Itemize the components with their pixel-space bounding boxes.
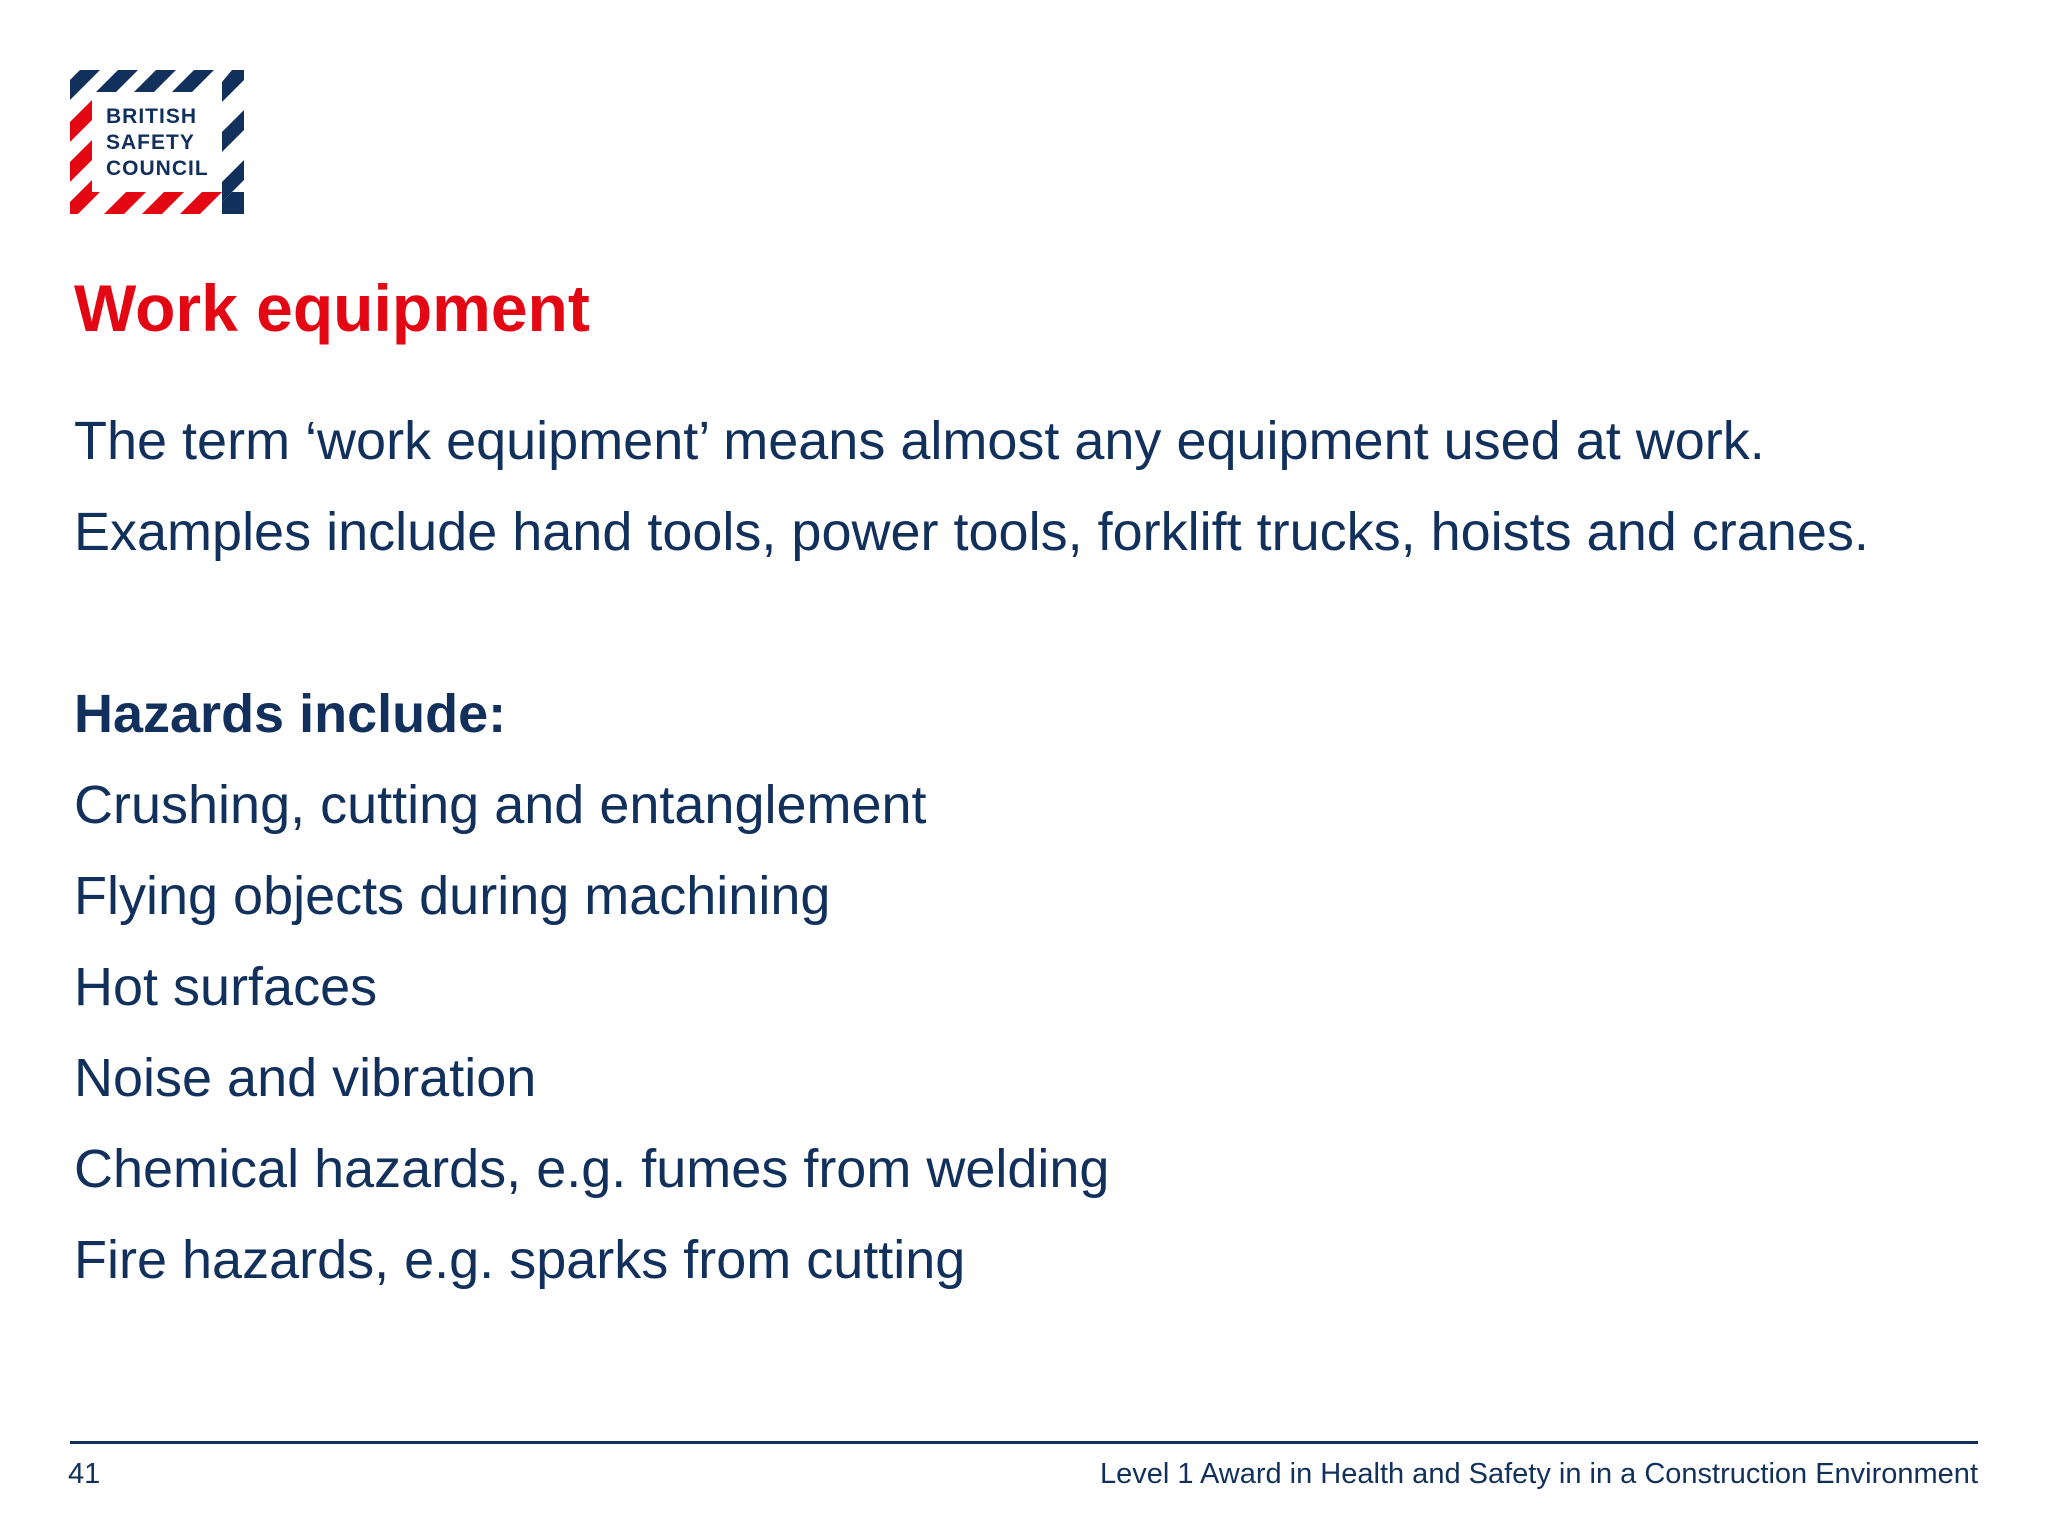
page-number: 41	[68, 1458, 101, 1490]
logo-line-safety: SAFETY	[106, 131, 195, 154]
hazard-item: Flying objects during machining	[74, 866, 831, 926]
logo-line-council: COUNCIL	[106, 157, 209, 180]
logo-wordmark	[106, 104, 209, 182]
hazard-item: Crushing, cutting and entanglement	[74, 775, 927, 835]
hazards-heading: Hazards include:	[74, 684, 507, 744]
logo-line-british: BRITISH	[106, 105, 197, 128]
intro-line: Examples include hand tools, power tools, forklift trucks, hoists and cranes.	[74, 502, 1869, 562]
british-safety-council-logo	[70, 70, 244, 214]
hazard-item: Fire hazards, e.g. sparks from cutting	[74, 1230, 966, 1290]
footer-divider	[70, 1441, 1978, 1444]
slide-title: Work equipment	[74, 271, 590, 345]
hazard-item: Chemical hazards, e.g. fumes from welding	[74, 1139, 1110, 1199]
hazard-item: Hot surfaces	[74, 957, 378, 1017]
hazard-item: Noise and vibration	[74, 1048, 537, 1108]
course-title: Level 1 Award in Health and Safety in in a Construction Environment	[1099, 1458, 1978, 1490]
intro-line: The term ‘work equipment’ means almost any equipment used at work.	[74, 411, 1765, 471]
